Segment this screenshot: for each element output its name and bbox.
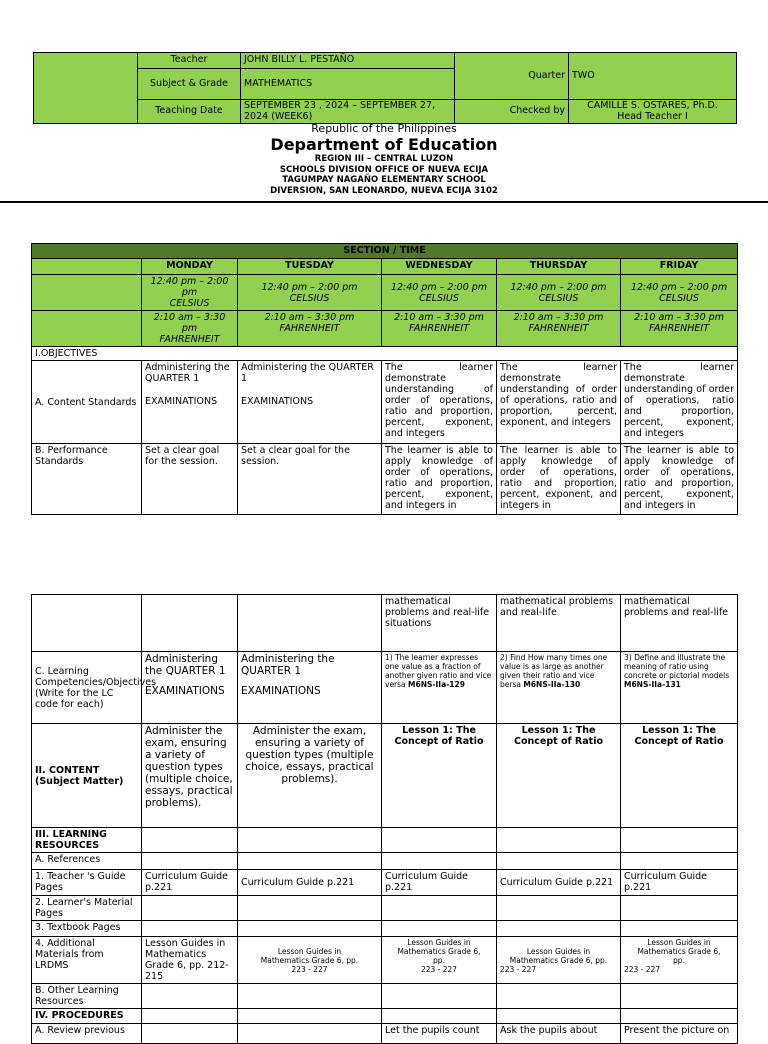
continued-blank-label xyxy=(32,595,142,652)
teachers-guide-monday: Curriculum Guide p.221 xyxy=(142,870,238,896)
content-wednesday-b: Concept of Ratio xyxy=(394,736,484,747)
content-thursday-a: Lesson 1: The xyxy=(521,725,596,736)
content-wednesday-a: Lesson 1: The xyxy=(402,725,476,736)
time-monday-2-time: 2:10 am – 3:30 pm xyxy=(153,312,226,334)
continued-thursday: mathematical problems and real-life xyxy=(497,595,621,652)
performance-standards-friday: The learner is able to apply knowledge of order of operations, ratio and proportion, percent, exponent, and integers in xyxy=(621,444,738,515)
competencies-friday-text: 3) Define and illustrate the meaning of ratio using concrete or pictorial models xyxy=(624,653,730,680)
checked-name: CAMILLE S. OSTARES, Ph.D. xyxy=(587,100,718,111)
additional-thursday-c: 223 - 227 xyxy=(500,964,537,974)
time2-blank-cell xyxy=(32,311,142,347)
checked-title: Head Teacher I xyxy=(617,110,688,122)
additional-friday-b: Mathematics Grade 6, xyxy=(637,947,721,956)
tb-blank-fri xyxy=(621,921,738,937)
competencies-label: C. Learning Competencies/Objectives (Write for the LC code for each) xyxy=(32,652,142,724)
lesson-table-page2 xyxy=(31,594,738,1044)
competencies-thursday-code: M6NS-IIa-130 xyxy=(523,680,581,689)
references-blank-mon xyxy=(142,853,238,870)
time-friday-1 xyxy=(621,275,738,311)
quarter-value: TWO xyxy=(569,53,737,100)
region-text: REGION III – CENTRAL LUZON xyxy=(314,154,454,164)
other-blank-tue xyxy=(238,984,382,1009)
tb-blank-tue xyxy=(238,921,382,937)
review-label: A. Review previous xyxy=(32,1024,142,1044)
day-monday: MONDAY xyxy=(142,259,238,275)
content-standards-tuesday-b: EXAMINATIONS xyxy=(241,396,314,407)
additional-wednesday-c: pp. xyxy=(433,956,445,965)
other-blank-thu xyxy=(497,984,621,1009)
resources-blank-thu xyxy=(497,828,621,853)
competencies-friday-code: M6NS-IIa-131 xyxy=(624,680,681,689)
additional-wednesday-b: Mathematics Grade 6, xyxy=(397,947,481,956)
competencies-monday-a: Administering the QUARTER 1 xyxy=(145,653,226,677)
content-label: II. CONTENT (Subject Matter) xyxy=(32,724,142,828)
content-standards-monday-a: Administering the QUARTER 1 xyxy=(145,362,230,384)
content-thursday xyxy=(497,724,621,828)
teachers-guide-wednesday: Curriculum Guide p.221 xyxy=(382,870,497,896)
continued-blank-monday xyxy=(142,595,238,652)
section-monday-1: CELSIUS xyxy=(169,298,210,309)
procedures-label: IV. PROCEDURES xyxy=(32,1009,142,1024)
section-wednesday-2: FAHRENHEIT xyxy=(408,323,469,334)
day-thursday: THURSDAY xyxy=(497,259,621,275)
continued-blank-tuesday xyxy=(238,595,382,652)
references-blank-tue xyxy=(238,853,382,870)
content-monday: Administer the exam, ensuring a variety of question types (multiple choice, essays, practical problems). xyxy=(142,724,238,828)
competencies-thursday xyxy=(497,652,621,724)
competencies-friday xyxy=(621,652,738,724)
additional-thursday-b: Mathematics Grade 6, pp. xyxy=(509,955,608,965)
additional-friday-d: 223 - 227 xyxy=(624,965,661,974)
date-value: SEPTEMBER 23 , 2024 – SEPTEMBER 27, 2024 (WEEK6) xyxy=(241,100,455,124)
competencies-monday xyxy=(142,652,238,724)
resources-blank-tue xyxy=(238,828,382,853)
time-tuesday-1 xyxy=(238,275,382,311)
time-wednesday-2-time: 2:10 am – 3:30 pm xyxy=(394,312,484,323)
additional-wednesday-a: Lesson Guides in xyxy=(407,938,471,947)
content-friday xyxy=(621,724,738,828)
checked-by-value xyxy=(569,100,737,124)
references-label: A. References xyxy=(32,853,142,870)
resources-blank-wed xyxy=(382,828,497,853)
competencies-wednesday-text: 1) The learner expresses one value as a fraction of another given ratio and vice versa xyxy=(385,653,492,689)
continued-friday: mathematical problems and real-life xyxy=(621,595,738,652)
performance-standards-tuesday: Set a clear goal for the session. xyxy=(238,444,382,515)
lm-blank-tue xyxy=(238,896,382,921)
teacher-label: Teacher xyxy=(138,53,241,69)
section-tuesday-1: CELSIUS xyxy=(289,292,330,304)
review-blank-tue xyxy=(238,1024,382,1044)
other-blank-mon xyxy=(142,984,238,1009)
lm-blank-mon xyxy=(142,896,238,921)
continued-wednesday: mathematical problems and real-life situations xyxy=(382,595,497,652)
resources-blank-fri xyxy=(621,828,738,853)
competencies-monday-b: EXAMINATIONS xyxy=(145,685,225,697)
section-tuesday-2: FAHRENHEIT xyxy=(279,323,340,334)
school-address: DIVERSION, SAN LEONARDO, NUEVA ECIJA 3102 xyxy=(270,185,498,196)
content-thursday-b: Concept of Ratio xyxy=(513,736,603,747)
tb-blank-wed xyxy=(382,921,497,937)
time-monday-2 xyxy=(142,311,238,347)
time-friday-2-time: 2:10 am – 3:30 pm xyxy=(634,312,724,323)
competencies-thursday-text: 2) Find How many times one value is as large as another given their ratio and vice bersa xyxy=(500,653,608,689)
section-friday-2: FAHRENHEIT xyxy=(649,323,710,334)
header-table xyxy=(33,52,737,124)
competencies-tuesday-a: Administering the QUARTER 1 xyxy=(241,653,335,677)
proc-blank-mon xyxy=(142,1009,238,1024)
time-thursday-1 xyxy=(497,275,621,311)
day-friday: FRIDAY xyxy=(621,259,738,275)
content-standards-monday-b: EXAMINATIONS xyxy=(145,396,218,407)
resources-blank-mon xyxy=(142,828,238,853)
additional-friday-a: Lesson Guides in xyxy=(647,938,711,947)
proc-blank-thu xyxy=(497,1009,621,1024)
quarter-label: Quarter xyxy=(455,53,569,100)
references-blank-wed xyxy=(382,853,497,870)
date-label: Teaching Date xyxy=(138,100,241,124)
day-tuesday: TUESDAY xyxy=(238,259,382,275)
teachers-guide-thursday: Curriculum Guide p.221 xyxy=(497,870,621,896)
proc-blank-tue xyxy=(238,1009,382,1024)
time-blank-cell xyxy=(32,275,142,311)
time-friday-1-time: 12:40 pm – 2:00 pm xyxy=(630,281,728,293)
content-friday-b: Concept of Ratio xyxy=(634,736,724,747)
department-title: Department of Education xyxy=(270,135,498,154)
performance-standards-wednesday: The learner is able to apply knowledge of order of operations, ratio and proportion, percent, exponent, and integers in xyxy=(382,444,497,515)
teachers-guide-friday: Curriculum Guide p.221 xyxy=(621,870,738,896)
review-blank-mon xyxy=(142,1024,238,1044)
checked-label: Checked by xyxy=(455,100,569,124)
teachers-guide-tuesday: Curriculum Guide p.221 xyxy=(238,870,382,896)
competencies-tuesday-b: EXAMINATIONS xyxy=(241,685,321,697)
time-wednesday-2 xyxy=(382,311,497,347)
competencies-tuesday xyxy=(238,652,382,724)
time-wednesday-1-time: 12:40 pm – 2:00 pm xyxy=(390,281,488,293)
performance-standards-label: B. Performance Standards xyxy=(32,444,142,515)
time-monday-1 xyxy=(142,275,238,311)
republic-text: Republic of the Philippines xyxy=(311,122,457,135)
content-standards-friday: The learner demonstrate understanding of order of operations, ratio and proportion, percent, exponent, and integers xyxy=(621,361,738,444)
content-standards-tuesday-a: Administering the QUARTER 1 xyxy=(241,362,374,384)
additional-materials-thursday xyxy=(497,937,621,984)
review-thursday: Ask the pupils about xyxy=(497,1024,621,1044)
additional-tuesday-b: Mathematics Grade 6, pp. xyxy=(260,955,359,965)
teacher-value: JOHN BILLY L. PESTAÑO xyxy=(241,53,455,69)
additional-tuesday-a: Lesson Guides in xyxy=(277,946,342,956)
references-blank-fri xyxy=(621,853,738,870)
learners-material-label: 2. Learner's Material Pages xyxy=(32,896,142,921)
content-tuesday: Administer the exam, ensuring a variety of question types (multiple choice, essays, practical problems). xyxy=(238,724,382,828)
other-resources-label: B. Other Learning Resources xyxy=(32,984,142,1009)
tb-blank-thu xyxy=(497,921,621,937)
review-wednesday: Let the pupils count xyxy=(382,1024,497,1044)
subject-label: Subject & Grade xyxy=(138,69,241,100)
content-standards-thursday: The learner demonstrate understanding of order of operations, ratio and proportion, percent, exponent, and integers xyxy=(497,361,621,444)
content-wednesday xyxy=(382,724,497,828)
document-header xyxy=(0,123,768,196)
section-wednesday-1: CELSIUS xyxy=(419,292,459,304)
additional-materials-monday: Lesson Guides in Mathematics Grade 6, pp. 212-215 xyxy=(142,937,238,984)
additional-materials-wednesday xyxy=(382,937,497,984)
proc-blank-fri xyxy=(621,1009,738,1024)
other-blank-wed xyxy=(382,984,497,1009)
lesson-table-page1 xyxy=(31,243,738,515)
competencies-wednesday xyxy=(382,652,497,724)
additional-materials-label: 4. Additional Materials from LRDMS xyxy=(32,937,142,984)
time-tuesday-1-time: 12:40 pm – 2:00 pm xyxy=(261,281,358,293)
time-wednesday-1 xyxy=(382,275,497,311)
subject-value: MATHEMATICS xyxy=(241,69,455,100)
section-thursday-1: CELSIUS xyxy=(538,292,579,304)
additional-thursday-a: Lesson Guides in xyxy=(526,946,591,956)
content-standards-monday xyxy=(142,361,238,444)
time-thursday-2-time: 2:10 am – 3:30 pm xyxy=(513,312,604,323)
school-name: TAGUMPAY NAGAÑO ELEMENTARY SCHOOL xyxy=(282,175,486,185)
additional-materials-friday xyxy=(621,937,738,984)
additional-materials-tuesday xyxy=(238,937,382,984)
section-time-header: SECTION / TIME xyxy=(32,244,738,259)
content-standards-wednesday: The learner demonstrate understanding of order of operations, ratio and proportion, percent, exponent, and integers xyxy=(382,361,497,444)
performance-standards-thursday: The learner is able to apply knowledge of order of operations, ratio and proportion, percent, exponent, and integers in xyxy=(497,444,621,515)
content-standards-tuesday xyxy=(238,361,382,444)
content-friday-a: Lesson 1: The xyxy=(642,725,716,736)
lm-blank-wed xyxy=(382,896,497,921)
other-blank-fri xyxy=(621,984,738,1009)
section-friday-1: CELSIUS xyxy=(659,292,699,304)
performance-standards-monday: Set a clear goal for the session. xyxy=(142,444,238,515)
teachers-guide-label: 1. Teacher 's Guide Pages xyxy=(32,870,142,896)
time-thursday-1-time: 12:40 pm – 2:00 pm xyxy=(510,281,607,293)
time-monday-1-a: 12:40 pm – 2:00 xyxy=(150,276,229,287)
additional-wednesday-d: 223 - 227 xyxy=(420,965,458,974)
competencies-wednesday-code: M6NS-IIa-129 xyxy=(408,680,465,689)
references-blank-thu xyxy=(497,853,621,870)
day-blank-cell xyxy=(32,259,142,275)
objectives-heading: I.OBJECTIVES xyxy=(32,347,738,361)
additional-friday-c: pp. xyxy=(673,956,685,965)
day-wednesday: WEDNESDAY xyxy=(382,259,497,275)
section-thursday-2: FAHRENHEIT xyxy=(528,323,589,334)
time-thursday-2 xyxy=(497,311,621,347)
lm-blank-thu xyxy=(497,896,621,921)
textbook-pages-label: 3. Textbook Pages xyxy=(32,921,142,937)
header-divider xyxy=(0,201,768,203)
resources-label: III. LEARNING RESOURCES xyxy=(32,828,142,853)
time-tuesday-2-time: 2:10 am – 3:30 pm xyxy=(264,312,355,323)
tb-blank-mon xyxy=(142,921,238,937)
content-standards-label: A. Content Standards xyxy=(32,361,142,444)
lm-blank-fri xyxy=(621,896,738,921)
time-friday-2 xyxy=(621,311,738,347)
division-text: SCHOOLS DIVISION OFFICE OF NUEVA ECIJA xyxy=(279,164,489,175)
time-monday-1-b: pm xyxy=(181,287,198,298)
proc-blank-wed xyxy=(382,1009,497,1024)
review-friday: Present the picture on xyxy=(621,1024,738,1044)
time-tuesday-2 xyxy=(238,311,382,347)
header-blank-cell xyxy=(34,53,138,124)
section-monday-2: FAHRENHEIT xyxy=(159,334,220,345)
additional-tuesday-c: 223 - 227 xyxy=(291,964,328,974)
